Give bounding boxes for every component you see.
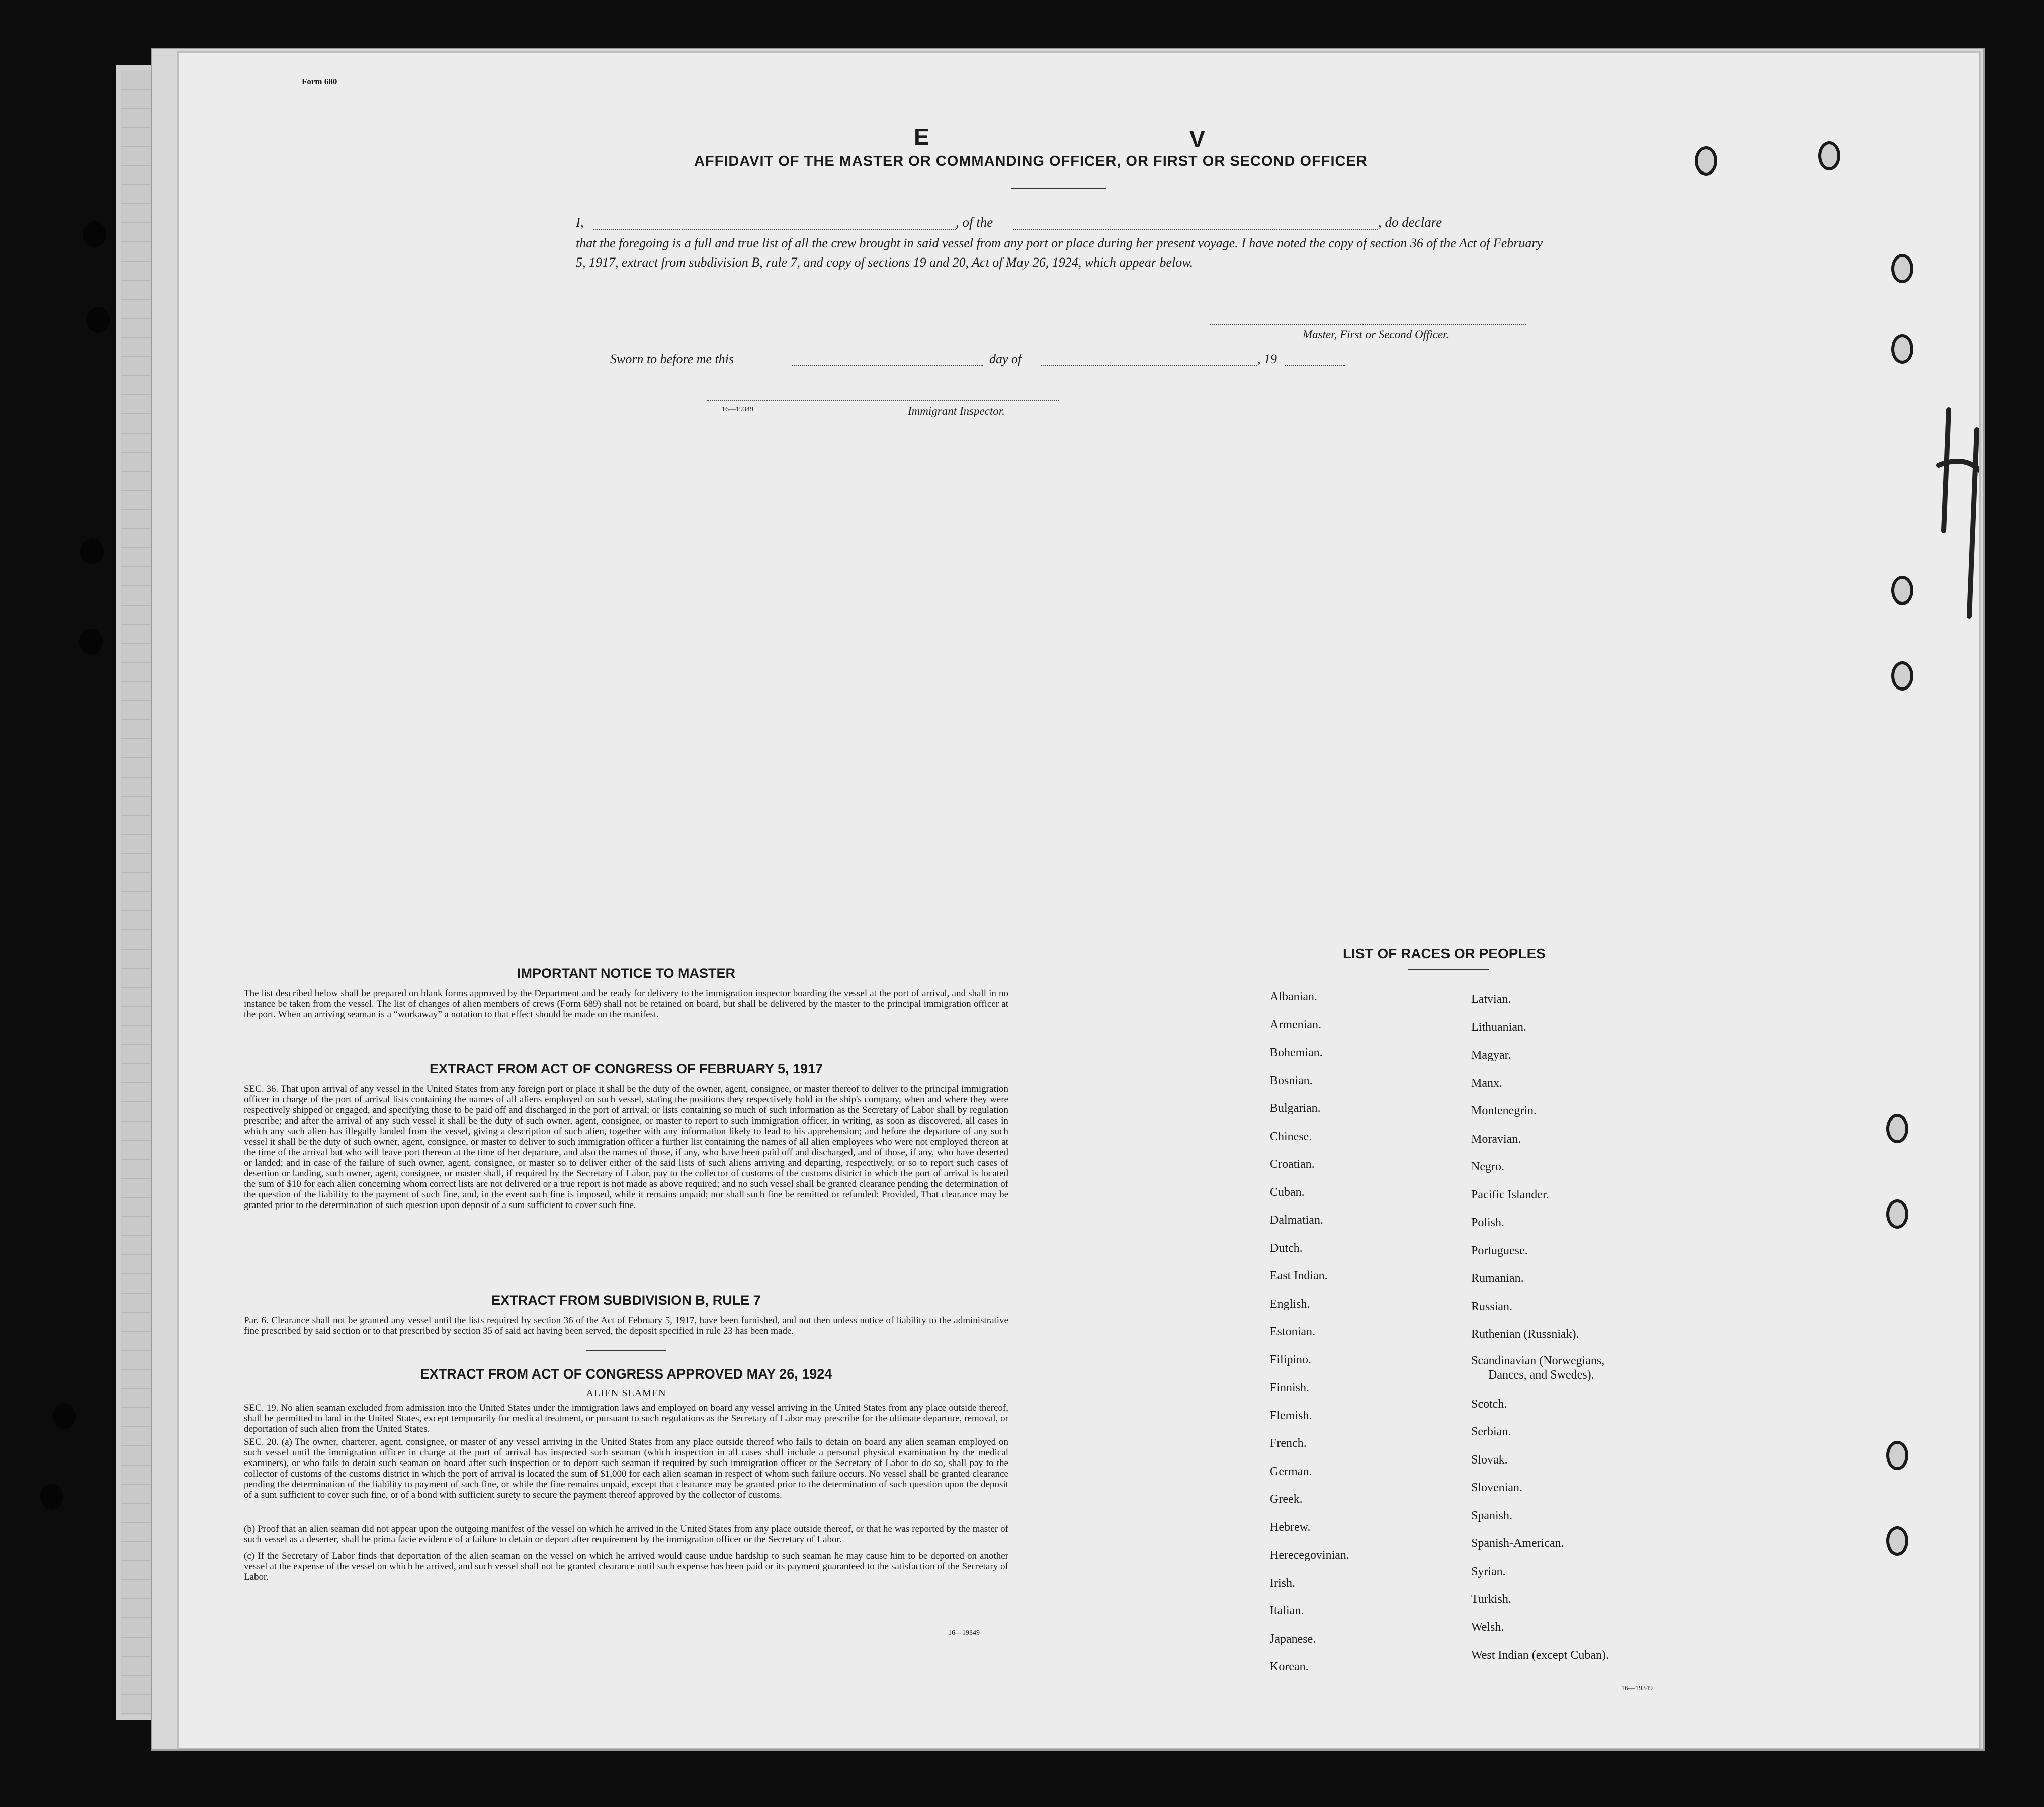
extract-1917-text: SEC. 36. That upon arrival of any vessel in the United States from any foreign port or place it shall be the duty of the owner, agent, consignee, or master thereof to deliver to the principal immigration officer in charge of the port of arrival lists containing the names of all aliens employed on such vessel, stating the positions they respectively hold in the ship's company, when and where they were respectively shipped or engaged, and specifying those to be paid off and discharged in the port of arrival; or lists containing so much of such information as the Secretary of Labor shall by regulation prescribe; and after the arrival of any such vessel it shall be the duty of such owner, agent, consignee, or master to report to such immigration officer, in writing, as soon as discovered, all cases in which any such alien has illegally landed from the vessel, giving a description of such alien, together with any information likely to lead to his apprehension; and before the departure of any such vessel it shall be the duty of such owner, agent, consignee, or master to deliver to such immigration officer a further list containing the names of all alien employees who were not employed thereon at the time of the arrival but who will leave port thereon at the time of her departure, and also the names of those, if any, who have been paid off and discharged, and of those, if any, who have deserted or landed; and in case of the failure of such owner, agent, consignee, or master so to deliver either of the said lists of such aliens arriving and departing, respectively, or so to report such cases of desertion or landing, such owner, agent, consignee, or master shall, if required by the Secretary of Labor, pay to the collector of customs of the customs district in which the port of arrival is located the sum of $10 for each alien concerning whom correct lists are not delivered or a true report is not made as above required; and no such vessel shall be granted clearance pending the determination of the question of the liability to the payment of such fine, and, in the event such fine is imposed, while it remains unpaid; nor shall such fine be remitted or refunded: Provided, That clearance may be granted prior to the determination of such question upon deposit of a sum sufficient to cover such fine.	[244, 1084, 1008, 1211]
race-item: Bulgarian.	[1270, 1102, 1321, 1115]
binder-hole	[87, 307, 110, 333]
print-code: 16—19349	[1621, 1685, 1653, 1692]
race-item: Welsh.	[1471, 1620, 1504, 1634]
race-item: Scotch.	[1471, 1397, 1507, 1411]
notice-text: The list described below shall be prepared on blank forms approved by the Department and be ready for delivery to the immigration inspector boarding the vessel at the port of arrival, and shall in no instance be taken from the vessel. The list of changes of alien members of crews (Form 689) shall not be retained on board, but shall be delivered by the master to the principal immigration officer at the port. When an arriving seaman is a “workaway” a notation to that effect should be made on the manifest.	[244, 988, 1008, 1020]
race-item: Dances, and Swedes).	[1488, 1368, 1594, 1382]
race-item: Japanese.	[1270, 1632, 1316, 1646]
race-item: East Indian.	[1270, 1269, 1328, 1282]
sworn-year-blank[interactable]	[1285, 365, 1345, 366]
year-label: , 19	[1257, 352, 1277, 366]
race-item: Bosnian.	[1270, 1074, 1313, 1087]
race-item: Manx.	[1471, 1076, 1502, 1090]
form-number: Form 680	[302, 77, 337, 87]
affidavit-i: I,	[576, 215, 584, 230]
race-item: Russian.	[1471, 1300, 1513, 1313]
binder-ring	[1886, 1526, 1908, 1556]
binder-ring	[1695, 146, 1717, 176]
binder-hole	[80, 538, 104, 564]
day-of-label: day of	[989, 352, 1022, 366]
race-item: Serbian.	[1471, 1425, 1511, 1438]
race-item-multiline	[1471, 1349, 1697, 1391]
race-item: Herecegovinian.	[1270, 1548, 1349, 1562]
divider	[1408, 969, 1489, 970]
sworn-label: Sworn to before me this	[610, 352, 734, 366]
race-item: English.	[1270, 1297, 1310, 1311]
print-code: 16—19349	[948, 1629, 980, 1637]
race-item: Magyar.	[1471, 1049, 1511, 1062]
race-item: Portuguese.	[1471, 1244, 1528, 1257]
binder-hole	[83, 221, 106, 247]
race-item: Scandinavian (Norwegians,	[1471, 1354, 1605, 1367]
race-item: Chinese.	[1270, 1130, 1312, 1143]
sec20b-text: (b) Proof that an alien seaman did not appear upon the outgoing manifest of the vessel on which he arrived in the United States from any place outside thereof, or that he was reported by the master of such vessel as a deserter, shall be prima facie evidence of a failure to detain or deport after requirement by the immigration officer or the Secretary of Labor.	[244, 1524, 1008, 1545]
binder-ring	[1886, 1441, 1908, 1470]
binder-ring	[1891, 254, 1913, 283]
do-declare-label: , do declare	[1378, 215, 1442, 230]
race-item: Spanish.	[1471, 1509, 1513, 1522]
divider	[586, 1350, 666, 1351]
handwritten-mark	[1929, 400, 1979, 661]
race-item: Irish.	[1270, 1576, 1295, 1590]
print-code: 16—19349	[722, 406, 753, 413]
binder-ring	[1886, 1199, 1908, 1229]
races-left-column	[1270, 983, 1431, 1681]
race-item: Armenian.	[1270, 1018, 1321, 1031]
race-item: Slovenian.	[1471, 1481, 1522, 1494]
race-item: Hebrew.	[1270, 1520, 1311, 1534]
notice-title: IMPORTANT NOTICE TO MASTER	[517, 966, 735, 981]
master-signature-line[interactable]	[1210, 324, 1526, 325]
sec20a-text: SEC. 20. (a) The owner, charterer, agent, consignee, or master of any vessel arriving in the United States from any place outside thereof who fails to detain on board any alien seaman employed on such vessel until the immigration officer in charge at the port of arrival has inspected such seaman (which inspection in all cases shall include a personal physical examination by the medical examiners), or who fails to detain such seaman on board after such inspection or to deport such seaman if required by such immigration officer or the Secretary of Labor to do so, shall pay to the collector of customs of the customs district in which the port of arrival is located the sum of $1,000 for each alien seaman in respect of whom such failure occurs. No vessel shall be granted clearance pending the determination of the liability to payment of such fine, or while the fine remains unpaid, except that clearance may be granted prior to the determination of such question upon the deposit of a sum sufficient to cover such fine, or of a bond with sufficient surety to secure the payment thereof approved by the collector of customs.	[244, 1437, 1008, 1500]
affidavit-title: AFFIDAVIT OF THE MASTER OR COMMANDING OFFICER, OR FIRST OR SECOND OFFICER	[694, 153, 1368, 169]
race-item: Rumanian.	[1471, 1272, 1524, 1285]
vessel-blank[interactable]	[1013, 229, 1378, 230]
corner-letter-e: E	[914, 124, 929, 150]
sec19-text: SEC. 19. No alien seaman excluded from admission into the United States under the immigration laws and employed on board any vessel arriving in the United States from any place outside thereof, shall be permitted to land in the United States, except temporarily for medical treatment, or pursuant to such regulations as the Secretary of Labor may prescribe for the ultimate departure, removal, or deportation of such alien from the United States.	[244, 1403, 1008, 1434]
race-item: Cuban.	[1270, 1185, 1305, 1199]
name-blank[interactable]	[593, 229, 956, 230]
sworn-day-blank[interactable]	[792, 365, 983, 366]
title-rule	[1011, 188, 1106, 189]
race-item: Filipino.	[1270, 1353, 1312, 1366]
race-item: Bohemian.	[1270, 1046, 1323, 1059]
race-item: French.	[1270, 1437, 1307, 1450]
race-item: West Indian (except Cuban).	[1471, 1649, 1609, 1662]
binder-ring	[1891, 334, 1913, 364]
sec20c-text: (c) If the Secretary of Labor finds that deportation of the alien seaman on the vessel on which he arrived would cause undue hardship to such seaman he may cause him to be deported on another vessel at the expense of the vessel on which he arrived, and such vessel shall not be granted clearance until such expense has been paid or its payment guaranteed to the satisfaction of the Secretary of Labor.	[244, 1551, 1008, 1582]
master-signature-label: Master, First or Second Officer.	[1303, 328, 1450, 341]
race-item: Croatian.	[1270, 1158, 1315, 1171]
extract-1917-title: EXTRACT FROM ACT OF CONGRESS OF FEBRUARY 5, 1917	[429, 1061, 823, 1076]
races-title: LIST OF RACES OR PEOPLES	[1343, 945, 1546, 961]
race-item: Latvian.	[1471, 993, 1511, 1006]
races-right-column	[1471, 986, 1697, 1670]
race-item: Dalmatian.	[1270, 1214, 1323, 1227]
race-item: Finnish.	[1270, 1381, 1310, 1394]
extract-1924-title: EXTRACT FROM ACT OF CONGRESS APPROVED MAY 26, 1924	[420, 1366, 832, 1382]
race-item: Turkish.	[1471, 1593, 1511, 1606]
binder-hole	[40, 1484, 63, 1510]
inspector-signature-line[interactable]	[707, 400, 1059, 401]
race-item: Korean.	[1270, 1660, 1309, 1673]
affidavit-body: that the foregoing is a full and true list of all the crew brought in said vessel from any port or place during her present voyage. I have noted the copy of section 36 of the Act of February 5, 1917, extract from subdivision B, rule 7, and copy of sections 19 and 20, Act of May 26, 1924, which appear below.	[576, 236, 1543, 270]
extract-rule7-text: Par. 6. Clearance shall not be granted any vessel until the lists required by section 36 of the Act of February 5, 1917, have been furnished, and not then unless notice of liability to the administrative fine prescribed by said section or to that prescribed by section 35 of said act having been served, the deposit specified in rule 23 has been made.	[244, 1315, 1008, 1336]
race-item: Polish.	[1471, 1216, 1505, 1229]
binder-ring	[1891, 576, 1913, 605]
alien-seamen-subtitle: ALIEN SEAMEN	[586, 1388, 666, 1399]
race-item: Greek.	[1270, 1493, 1303, 1506]
corner-letter-v: V	[1189, 126, 1205, 152]
race-item: Pacific Islander.	[1471, 1188, 1549, 1201]
race-item: Slovak.	[1471, 1453, 1508, 1467]
of-the-label: , of the	[956, 215, 993, 230]
race-item: Syrian.	[1471, 1565, 1506, 1578]
inspector-label: Immigrant Inspector.	[908, 405, 1005, 417]
binder-hole	[79, 629, 103, 655]
binder-ring	[1818, 141, 1840, 170]
race-item: German.	[1270, 1465, 1312, 1478]
race-item: Moravian.	[1471, 1132, 1521, 1146]
binder-ring	[1891, 661, 1913, 691]
race-item: Montenegrin.	[1471, 1104, 1537, 1117]
form-page	[179, 53, 1979, 1748]
race-item: Lithuanian.	[1471, 1020, 1526, 1034]
race-item: Estonian.	[1270, 1325, 1315, 1338]
race-item: Italian.	[1270, 1604, 1304, 1617]
sworn-month-blank[interactable]	[1041, 365, 1257, 366]
race-item: Flemish.	[1270, 1409, 1312, 1422]
race-item: Albanian.	[1270, 990, 1317, 1003]
binder-hole	[53, 1403, 76, 1429]
extract-rule7-title: EXTRACT FROM SUBDIVISION B, RULE 7	[491, 1293, 761, 1308]
race-item: Dutch.	[1270, 1241, 1303, 1255]
race-item: Ruthenian (Russniak).	[1471, 1328, 1579, 1341]
binder-ring	[1886, 1114, 1908, 1143]
race-item: Negro.	[1471, 1160, 1504, 1173]
race-item: Spanish-American.	[1471, 1537, 1564, 1550]
